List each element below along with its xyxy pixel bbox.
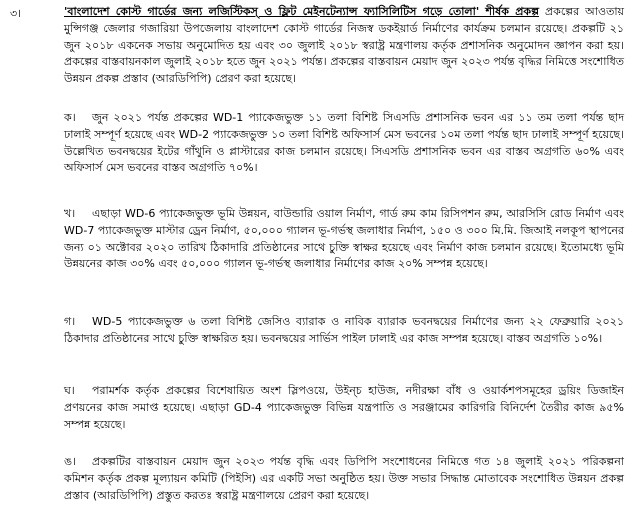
section-title: 'বাংলাদেশ কোস্ট গার্ডের জন্য লজিস্টিকস্ ও ফ্লিট মেইনটেন্যান্স ফ্যাসিলিটিস গড়ে তোলা' শীর্ষক প্রকল্প [64, 5, 539, 18]
subsection-marker: ঙ। [64, 455, 77, 468]
subsection-ka [64, 110, 624, 177]
subsection-text: জুন ২০২১ পর্যন্ত প্রকল্পের WD-1 প্যাকেজভুক্ত ১১ তলা বিশিষ্ট সিএসডি প্রশাসনিক ভবন এর ১১ তম তলা পর্যন্ত ছাদ ঢালাই সম্পূর্ণ হয়েছে এবং WD-2 প্যাকেজভুক্ত ১০ তলা বিশিষ্ট অফিসার্স মেস ভবনের ১০ম তলা পর্যন্ত ছাদ ঢালাই সম্পূর্ণ হয়েছে। উল্লেখিত ভবনদ্বয়ের ইটের গাঁথুনি ও প্লাস্টারের কাজ চলমান রয়েছে। সিএসডি প্রশাসনিক ভবন এর বাস্তব অগ্রগতি ৬০% এবং অফিসার্স মেস ভবনের বাস্তব অগ্রগতি ৭০%। [64, 111, 624, 175]
section-intro-text: প্রকল্পের আওতায় মুন্সিগঞ্জ জেলার গজারিয়া উপজেলায় বাংলাদেশ কোস্ট গার্ডের নিজস্ব ডকইয়ার্ড নির্মাণের কার্যক্রম চলমান রয়েছে। প্রকল্পটি ২১ জুন ২০১৮ একনেক সভায় অনুমোদিত হয় এবং ৩০ জুলাই ২০১৮ স্বরাষ্ট্র মন্ত্রণালয় কর্তৃক প্রশাসনিক অনুমোদন জ্ঞাপন করা হয়। প্রকল্পের বাস্তবায়নকাল জুলাই ২০১৮ হতে জুন ২০২১ পর্যন্ত। প্রকল্পের বাস্তবায়ন মেয়াদ জুন ২০২৩ পর্যন্ত বৃদ্ধির নিমিত্তে সংশোধিত উন্নয়ন প্রকল্প প্রস্তাব (আরডিপিপি) প্রেরণ করা হয়েছে। [64, 5, 624, 86]
subsection-text: পরামর্শক কর্তৃক প্রকল্পের বিশেষায়িত অংশ স্লিপওয়ে, উইন্চ হাউজ, নদীরক্ষা বাঁধ ও ওয়ার্কশপসমূহের ড্রয়িং ডিজাইন প্রণয়নের কাজ সমাপ্ত হয়েছে। এছাড়া GD-4 প্যাকেজভুক্ত বিভিন্ন যন্ত্রপাতি ও সরঞ্জামের কারিগরি বিনির্দেশ তৈরীর কাজ ৯৫% সম্পন্ন হয়েছে। [64, 384, 624, 431]
subsection-marker: ঘ। [64, 384, 75, 397]
subsection-text: এছাড়া WD-6 প্যাকেজভুক্ত ভূমি উন্নয়ন, বাউন্ডারি ওয়াল নির্মাণ, গার্ড রুম কাম রিসিপশন রুম, আরসিসি রোড নির্মাণ এবং WD-7 প্যাকেজভুক্ত মাস্টার ড্রেন নির্মাণ, ৫০,০০০ গ্যালন ভূ-গর্ভস্থ জলাধার নির্মাণ, ১৫০ ও ৩০০ মি.মি. জিআই নলকূপ স্থাপনের জন্য ০১ অক্টোবর ২০২০ তারিখ ঠিকাদারি প্রতিষ্ঠানের সাথে চুক্তি স্বাক্ষর হয়েছে এবং নির্মাণ কাজ চলমান রয়েছে। ইতোমধ্যে ভূমি উন্নয়নের কাজ ৩০% এবং ৫০,০০০ গ্যালন ভূ-গর্ভস্থ জলাধার নির্মাণের কাজ ২০% সম্পন্ন হয়েছে। [64, 207, 624, 271]
subsection-text: WD-5 প্যাকেজভুক্ত ৬ তলা বিশিষ্ট জেসিও ব্যারাক ও নাবিক ব্যারাক ভবনদ্বয়ের নির্মাণের জন্য ২২ ফেব্রুয়ারি ২০২১ ঠিকাদার প্রতিষ্ঠানের সাথে চুক্তি স্বাক্ষরিত হয়। ভবনদ্বয়ের সার্ভিস পাইল ঢালাই এর কাজ সম্পন্ন হয়েছে। বাস্তব অগ্রগতি ১০%। [64, 315, 624, 345]
subsection-marker: গ। [64, 315, 76, 328]
subsection-marker: খ। [64, 207, 76, 220]
section-intro-paragraph [64, 4, 624, 88]
subsection-kha [64, 206, 624, 273]
section-number: ৩। [10, 7, 22, 20]
subsection-text: প্রকল্পটির বাস্তবায়ন মেয়াদ জুন ২০২৩ পর্যন্ত বৃদ্ধি এবং ডিপিপি সংশোধনের নিমিত্তে গত ১৪ জুলাই ২০২১ পরিকল্পনা কমিশন কর্তৃক প্রকল্প মূল্যায়ন কমিটি (পিইসি) এর একটি সভা অনুষ্ঠিত হয়। উক্ত সভার সিদ্ধান্ত মোতাবেক সংশোধিত উন্নয়ন প্রকল্প প্রস্তাব (আরডিপিপি) প্রস্তুত করতঃ স্বরাষ্ট্র মন্ত্রণালয়ে প্রেরণ করা হয়েছে। [64, 455, 624, 502]
subsection-gha [64, 383, 624, 433]
subsection-uma [64, 454, 624, 504]
subsection-ga [64, 314, 624, 348]
subsection-marker: ক। [64, 111, 76, 124]
